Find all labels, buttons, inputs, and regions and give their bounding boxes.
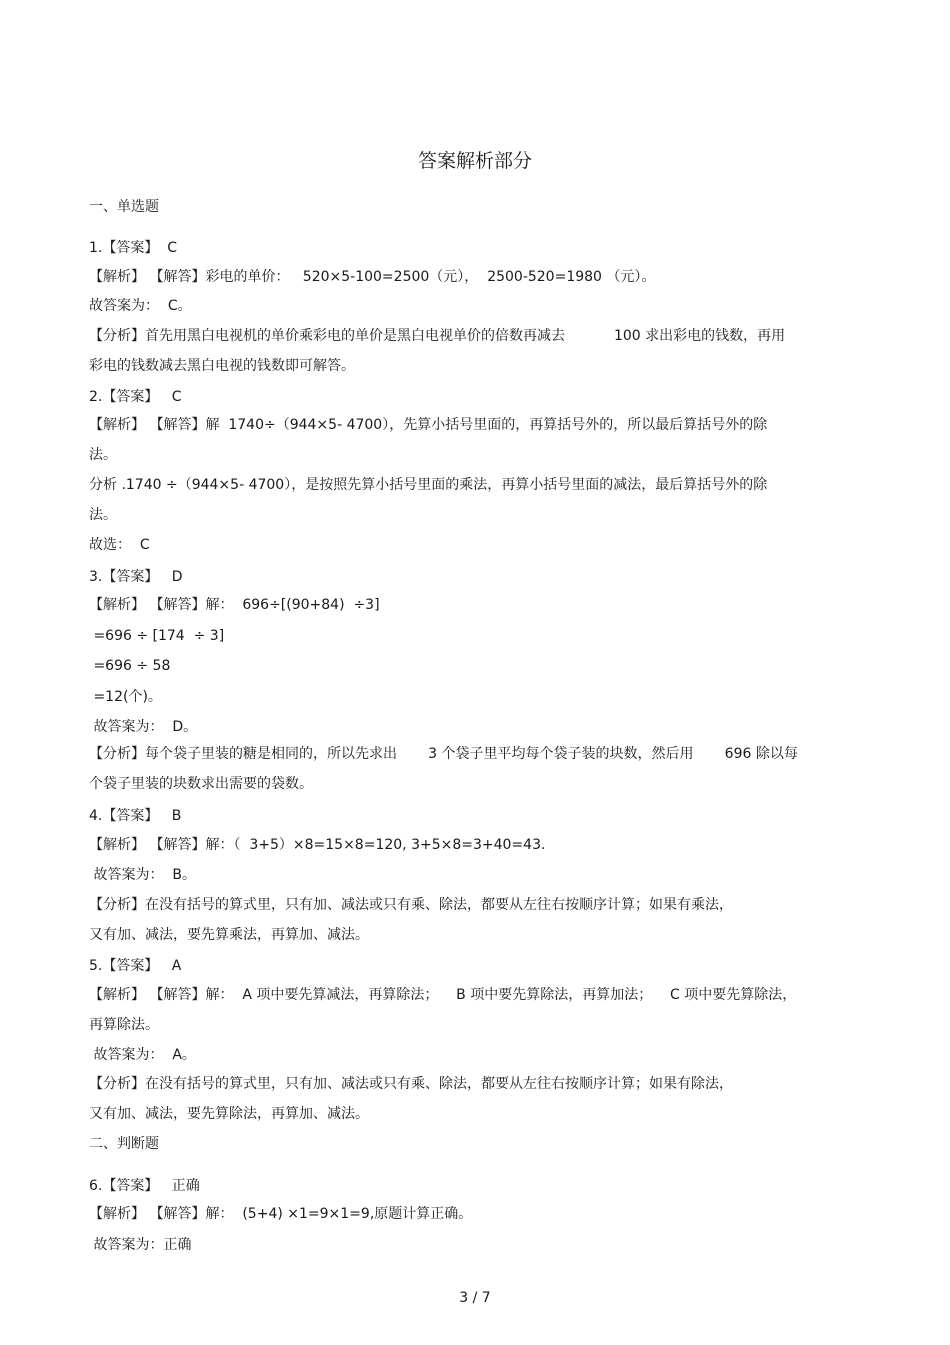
analysis-line: 个袋子里装的块数求出需要的袋数。 bbox=[89, 776, 313, 792]
answer-line: 6.【答案】 正确 bbox=[89, 1178, 200, 1194]
analysis-line: =696 ÷ [174 ÷ 3] bbox=[89, 628, 225, 644]
page-number: 3 / 7 bbox=[459, 1290, 491, 1306]
analysis-line: 法。 bbox=[89, 507, 117, 523]
analysis-line: 分析 .1740 ÷（944×5- 4700），是按照先算小括号里面的乘法，再算小括号里面的减法，最后算括号外的除 bbox=[89, 477, 768, 493]
analysis-line: 【分析】在没有括号的算式里，只有加、减法或只有乘、除法，都要从左往右按顺序计算；如果有除法， bbox=[89, 1076, 733, 1092]
answer-line: 故答案为：正确 bbox=[89, 1237, 192, 1253]
analysis-line: 【分析】在没有括号的算式里，只有加、减法或只有乘、除法，都要从左往右按顺序计算；如果有乘法， bbox=[89, 897, 733, 913]
analysis-line: 【分析】首先用黑白电视机的单价乘彩电的单价是黑白电视单价的倍数再减去 100 求出彩电的钱数，再用 bbox=[89, 328, 786, 344]
analysis-line: 【解析】 【解答】解：（ 3+5）×8=15×8=120, 3+5×8=3+40=43. bbox=[89, 837, 546, 853]
analysis-line: 法。 bbox=[89, 447, 117, 463]
answer-line: 4.【答案】 B bbox=[89, 808, 182, 824]
answer-line: 1.【答案】 C bbox=[89, 240, 178, 256]
heading-true-false: 二、判断题 bbox=[89, 1136, 159, 1152]
analysis-line: 【解析】 【解答】解： 696÷[(90+84) ÷3] bbox=[89, 597, 380, 613]
analysis-line: 再算除法。 bbox=[89, 1017, 159, 1033]
answer-line: 故选： C bbox=[89, 537, 150, 553]
heading-single-choice: 一、单选题 bbox=[89, 199, 159, 215]
analysis-line: 【解析】 【解答】彩电的单价： 520×5-100=2500（元）， 2500-520=1980 （元）。 bbox=[89, 269, 656, 285]
answer-line: 故答案为： B。 bbox=[89, 867, 196, 883]
answer-line: 故答案为： A。 bbox=[89, 1047, 196, 1063]
analysis-line: 又有加、减法，要先算乘法，再算加、减法。 bbox=[89, 927, 369, 943]
analysis-line: =12(个)。 bbox=[89, 689, 162, 705]
analysis-line: 【解析】 【解答】解： A 项中要先算减法，再算除法； B 项中要先算除法，再算加法； C 项中要先算除法， bbox=[89, 987, 797, 1003]
answer-line: 故答案为： D。 bbox=[89, 719, 198, 735]
answer-line: 5.【答案】 A bbox=[89, 958, 182, 974]
analysis-line: 彩电的钱数减去黑白电视的钱数即可解答。 bbox=[89, 358, 355, 374]
answer-line: 故答案为： C。 bbox=[89, 298, 192, 314]
analysis-line: 又有加、减法，要先算除法，再算加、减法。 bbox=[89, 1106, 369, 1122]
section-title: 答案解析部分 bbox=[417, 150, 532, 172]
answer-line: 3.【答案】 D bbox=[89, 569, 183, 585]
analysis-line: 【解析】 【解答】解 1740÷（944×5- 4700），先算小括号里面的，再算括号外的，所以最后算括号外的除 bbox=[89, 417, 768, 433]
analysis-line: 【解析】 【解答】解： (5+4) ×1=9×1=9,原题计算正确。 bbox=[89, 1206, 473, 1222]
analysis-line: 【分析】每个袋子里装的糖是相同的，所以先求出 3 个袋子里平均每个袋子装的块数，然后用 696 除以每 bbox=[89, 746, 798, 762]
analysis-line: =696 ÷ 58 bbox=[89, 658, 171, 674]
answer-line: 2.【答案】 C bbox=[89, 389, 182, 405]
